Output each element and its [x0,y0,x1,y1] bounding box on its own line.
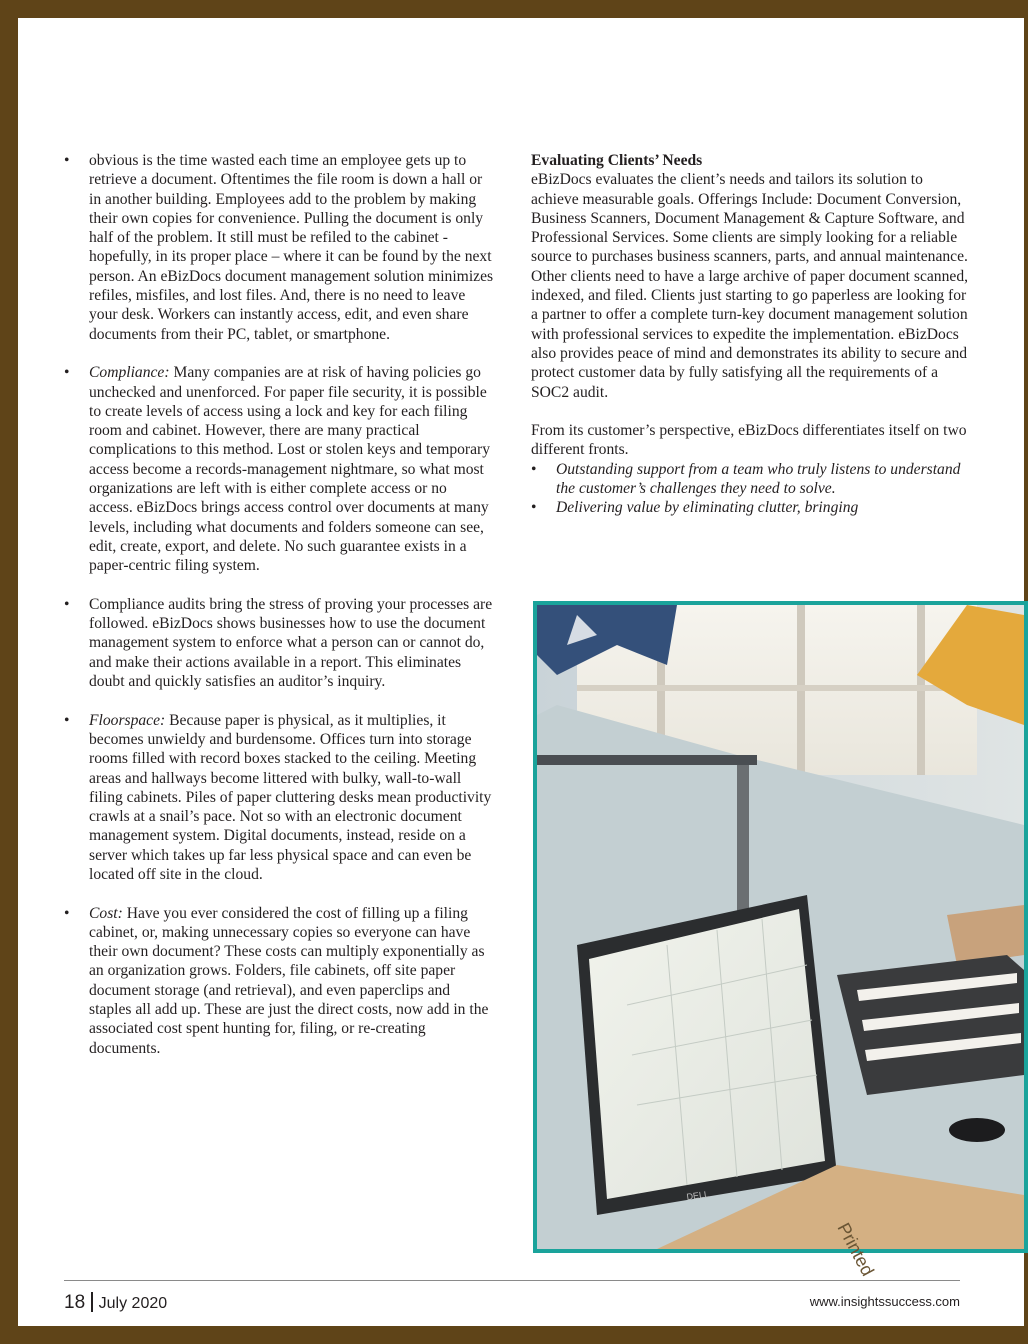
computer-mouse [949,1118,1005,1142]
office-photo [533,601,1028,1280]
paragraph: From its customer’s perspective, eBizDocs differentiates itself on two different fronts. [531,422,967,459]
bullet-text: Many companies are at risk of having policies go unchecked and unenforced. For paper file security, it is possible to create levels of access using a lock and key for each filing room and cabinet. However, there are many practical complications to this method. Lost or stolen keys and temporary access become a records-management nightmare, so what most organizations are left with is either complete access or no access. eBizDocs brings access control over documents at many levels, including what documents and folders someone can see, edit, create, export, and delete. No such guarantee exists in a paper-centric filing system. [89,364,491,575]
folio-separator [91,1292,93,1312]
bullet-item [531,498,971,517]
window-frame [577,685,977,691]
bullet-text: Delivering value by eliminating clutter, bringing [556,499,859,517]
bullet-dot: • [64,904,70,922]
issue-date: July 2020 [98,1295,168,1312]
footer-divider [64,1280,960,1281]
bullet-item [64,151,494,344]
bullet-dot: • [531,499,537,517]
bullet-item [64,711,494,885]
bullet-item [64,904,494,1058]
bullet-text: Have you ever considered the cost of filling up a filing cabinet, or, making unnecessary copies so everyone can have their own document? These costs can multiply exponentially as an organization grows. Folders, file cabinets, off site paper document storage (and retrieval), and even paperclips and staples all add up. These are just the direct costs, now add in the associated cost spent hunting for, filing, or re-creating documents. [89,904,489,1057]
bullet-dot: • [64,152,70,169]
bullet-text: Outstanding support from a team who truly listens to understand the customer’s challenges they need to solve. [556,460,961,498]
wood-shelf [947,905,1024,965]
page-number: 18 [64,1292,86,1313]
bullet-dot: • [64,595,70,613]
section-heading: Evaluating Clients’ Needs [531,152,703,169]
bullet-item [64,595,494,691]
right-column [531,151,971,518]
magazine-page [18,18,1024,1326]
bullet-text: Compliance audits bring the stress of proving your processes are followed. eBizDocs shows businesses how to use the document management system to enforce what a person can or cannot do, and make their actions available in a report. This eliminates doubt and quickly satisfies an auditor’s inquiry. [89,595,493,691]
bullet-text: obvious is the time wasted each time an employee gets up to retrieve a document. Oftentimes the file room is down a hall or in another building. Employees add to the problem by making their own copies for convenience. Pulling the document is only half of the problem. It still must be refiled to the cabinet - hopefully, in its proper place – where it can be found by the next person. An eBizDocs document management solution minimizes refiles, misfiles, and lost files. And, there is no need to leave your desk. Workers can instantly access, edit, and even share documents from their PC, tablet, or smartphone. [89,152,494,343]
cubicle-top-rail [537,755,757,765]
bullet-dot: • [531,460,537,478]
paragraph: eBizDocs evaluates the client’s needs and tailors its solution to achieve measurable goals. Offerings Include: Document Conversion, Business Scanners, Document Management & Capture Software, and Professional Services. Some clients are simply looking for a reliable source to purchases business scanners, parts, and annual maintenance. Other clients need to have a large archive of paper document scanned, indexed, and filed. Clients just starting to go paperless are looking for a partner to offer a complete turn-key document management solution with professional services to expedite the implementation. eBizDocs also provides peace of mind and demonstrates its ability to secure and protect customer data by fully satisfying all the requirements of a SOC2 audit. [531,171,969,401]
box-text: Printed [833,1219,878,1280]
bullet-item [64,363,494,575]
bullet-dot: • [64,711,70,729]
bullet-dot: • [64,364,70,382]
bullet-item [531,460,971,499]
bullet-lead: Compliance: [89,364,170,382]
bullet-lead: Floorspace: [89,711,166,729]
monitor-screen [589,909,825,1199]
office-photo-illustration [537,605,1024,1280]
monitor-brand: DELL [685,1188,710,1202]
bullet-text: Because paper is physical, as it multiplies, it becomes unwieldy and burdensome. Offices turn into storage rooms filled with record boxes stacked to the ceiling. Meeting areas and hallways become littered with bulky, wall-to-wall filing cabinets. Piles of paper cluttering desks mean productivity crawls at a snail’s pace. Not so with an electronic document management system. Digital documents, instead, reside on a server which takes up far less physical space and can even be located off site in the cloud. [89,711,492,883]
bullet-lead: Cost: [89,904,123,922]
page-folio [64,1292,167,1314]
website-url: www.insightssuccess.com [809,1294,960,1309]
left-column [64,151,494,1077]
